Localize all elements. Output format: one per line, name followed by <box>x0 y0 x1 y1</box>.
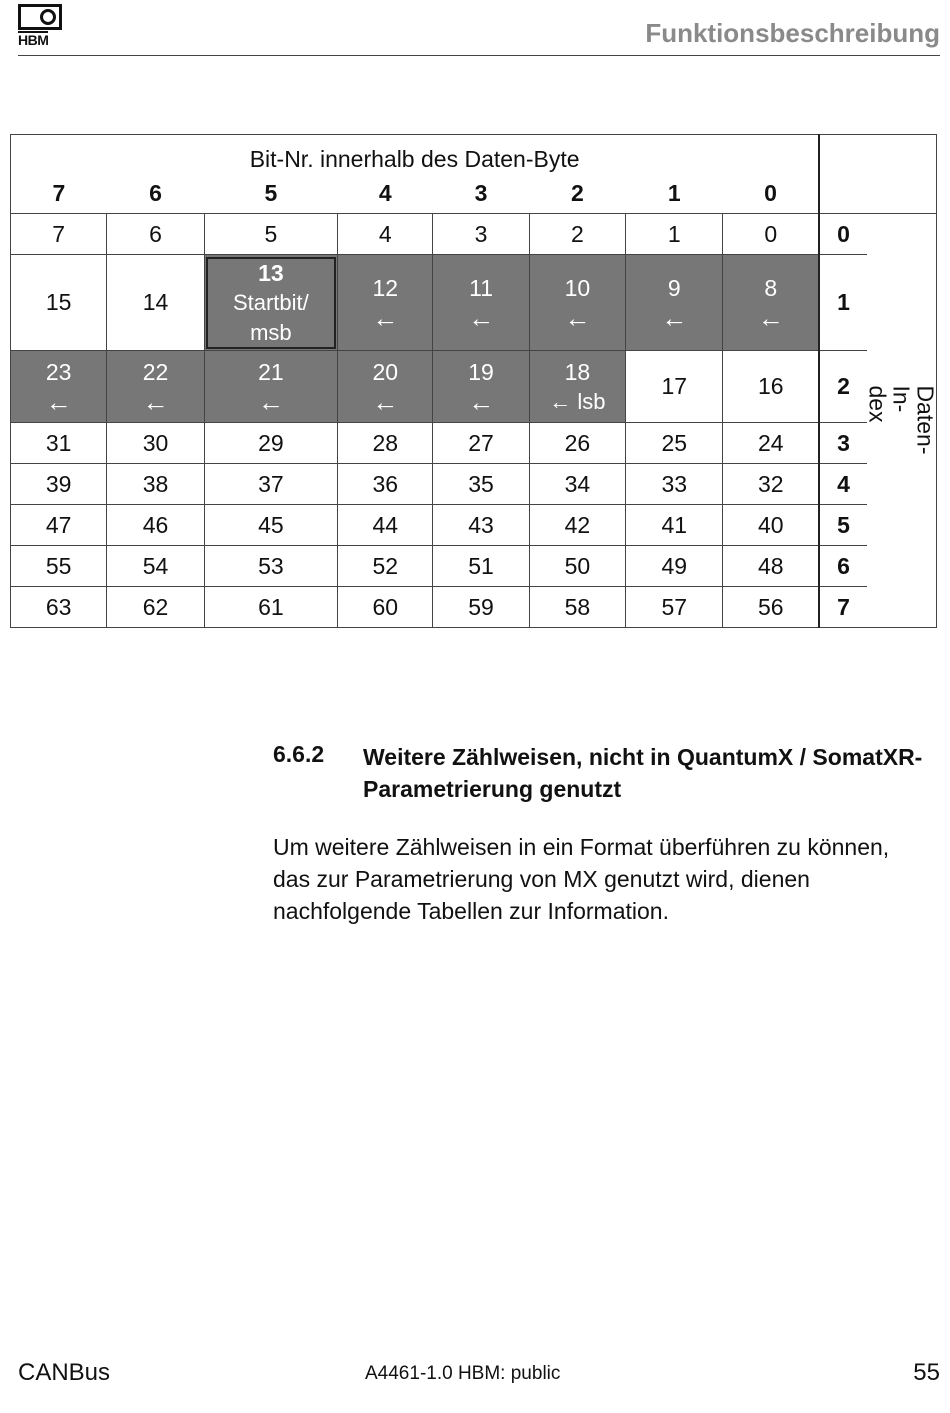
table-cell: 56 <box>723 587 819 628</box>
table-cell: 20 ← <box>338 351 433 423</box>
table-row <box>11 351 937 423</box>
table-cell: 58 <box>529 587 625 628</box>
bit-header: 7 <box>11 173 107 214</box>
table-cell: 53 <box>204 546 337 587</box>
table-cell: 1 <box>626 214 723 255</box>
arrow-left-icon: ← <box>45 386 72 417</box>
table-cell: 33 <box>626 464 723 505</box>
table-cell: 14 <box>107 255 204 351</box>
bit-header: 3 <box>474 179 488 206</box>
table-cell: 25 <box>626 423 723 464</box>
table-cell: 17 <box>626 351 723 423</box>
table-row <box>11 546 937 587</box>
bit-header: 4 <box>378 179 392 206</box>
table-cell: 61 <box>204 587 337 628</box>
table-cell: 31 <box>11 423 107 464</box>
table-cell: 52 <box>338 546 433 587</box>
startbit-cell: 13 Startbit/ msb <box>204 255 337 351</box>
logo-text: HBM <box>18 32 49 48</box>
header-divider <box>18 55 940 56</box>
table-row <box>11 505 937 546</box>
table-cell: 38 <box>107 464 204 505</box>
table-cell: 2 <box>529 214 625 255</box>
bit-header: 1 <box>667 179 681 206</box>
table-cell: 24 <box>723 423 819 464</box>
data-index: 2 <box>819 351 867 423</box>
table-cell: 16 <box>723 351 819 423</box>
table-row <box>11 587 937 628</box>
table-header-row <box>11 135 937 174</box>
table-cell: 28 <box>338 423 433 464</box>
bit-header: 6 <box>149 179 162 206</box>
table-cell: 6 <box>107 214 204 255</box>
table-cell: 0 <box>723 214 819 255</box>
table-cell: 15 <box>11 255 107 351</box>
table-cell: 27 <box>433 423 529 464</box>
bit-header: 5 <box>264 179 278 206</box>
arrow-left-icon: ← <box>468 386 495 417</box>
table-cell: 40 <box>723 505 819 546</box>
data-index: 7 <box>819 587 867 628</box>
table-cell: 47 <box>11 505 107 546</box>
table-cell: 46 <box>107 505 204 546</box>
page-number: 55 <box>913 1359 940 1386</box>
table-cell: 30 <box>107 423 204 464</box>
section-number: 6.6.2 <box>273 741 325 767</box>
table-header-title: Bit-Nr. innerhalb des Daten-Byte <box>11 135 820 174</box>
arrow-left-icon: ← <box>564 302 591 333</box>
table-cell: 35 <box>433 464 529 505</box>
table-cell: 48 <box>723 546 819 587</box>
bit-layout-table <box>10 134 937 628</box>
data-index: 0 <box>819 214 867 255</box>
table-cell: 41 <box>626 505 723 546</box>
table-cell: 59 <box>433 587 529 628</box>
data-index: 4 <box>819 464 867 505</box>
arrow-left-icon: ← <box>372 386 399 417</box>
table-cell: 32 <box>723 464 819 505</box>
table-cell: 63 <box>11 587 107 628</box>
table-cell: 55 <box>11 546 107 587</box>
table-cell: 43 <box>433 505 529 546</box>
arrow-left-icon: ← <box>468 302 495 333</box>
table-cell: 34 <box>529 464 625 505</box>
arrow-left-icon: ← <box>257 386 284 417</box>
bit-header: 2 <box>571 179 584 206</box>
arrow-left-icon: ← <box>661 302 688 333</box>
page-header-title: Funktionsbeschreibung <box>645 18 940 48</box>
table-cell: 19 ← <box>433 351 529 423</box>
data-index: 3 <box>819 423 867 464</box>
table-cell: 44 <box>338 505 433 546</box>
table-cell: 54 <box>107 546 204 587</box>
table-cell: 45 <box>204 505 337 546</box>
table-cell: 9 ← <box>626 255 723 351</box>
table-row <box>11 214 937 255</box>
table-cell: 42 <box>529 505 625 546</box>
table-cell: 57 <box>626 587 723 628</box>
table-cell: 23 ← <box>11 351 107 423</box>
hbm-logo <box>18 4 68 46</box>
table-cell: 10 ← <box>529 255 625 351</box>
table-row <box>11 423 937 464</box>
table-cell: 12 ← <box>338 255 433 351</box>
table-cell: 50 <box>529 546 625 587</box>
body-paragraph: Um weitere Zählweisen in ein Format überführen zu können, das zur Parametrierung von MX genutzt wird, dienen nachfolgende Tabellen zur Information. <box>273 834 890 924</box>
arrow-left-icon: ← <box>142 386 169 417</box>
arrow-left-icon: ← <box>372 302 399 333</box>
table-cell: 36 <box>338 464 433 505</box>
lsb-cell: 18 ← lsb <box>529 351 625 423</box>
table-cell: 37 <box>204 464 337 505</box>
table-cell: 51 <box>433 546 529 587</box>
table-cell: 26 <box>529 423 625 464</box>
table-cell: 21 ← <box>204 351 337 423</box>
table-cell: 11 ← <box>433 255 529 351</box>
arrow-left-icon: ← <box>757 302 784 333</box>
table-cell: 4 <box>338 214 433 255</box>
table-cell: 60 <box>338 587 433 628</box>
table-row <box>11 255 937 351</box>
bit-number-row <box>11 173 937 214</box>
section-title: Weitere Zählweisen, nicht in QuantumX / SomatXR-Parametrierung genutzt <box>363 744 923 802</box>
table-header-corner <box>819 135 936 214</box>
table-cell: 62 <box>107 587 204 628</box>
table-cell: 22 ← <box>107 351 204 423</box>
table-cell: 3 <box>433 214 529 255</box>
bit-header: 0 <box>764 179 777 206</box>
table-cell: 39 <box>11 464 107 505</box>
logo-mark-icon <box>18 4 62 30</box>
footer-document-name: CANBus <box>18 1359 111 1386</box>
data-index: 6 <box>819 546 867 587</box>
table-row <box>11 464 937 505</box>
table-cell: 5 <box>204 214 337 255</box>
data-index: 1 <box>819 255 867 351</box>
data-index-label: Daten-In- dex <box>867 214 937 628</box>
footer-document-id: A4461-1.0 HBM: public <box>365 1363 561 1384</box>
table-cell: 7 <box>11 214 107 255</box>
table-cell: 8 ← <box>723 255 819 351</box>
table-cell: 49 <box>626 546 723 587</box>
data-index: 5 <box>819 505 867 546</box>
table-cell: 29 <box>204 423 337 464</box>
